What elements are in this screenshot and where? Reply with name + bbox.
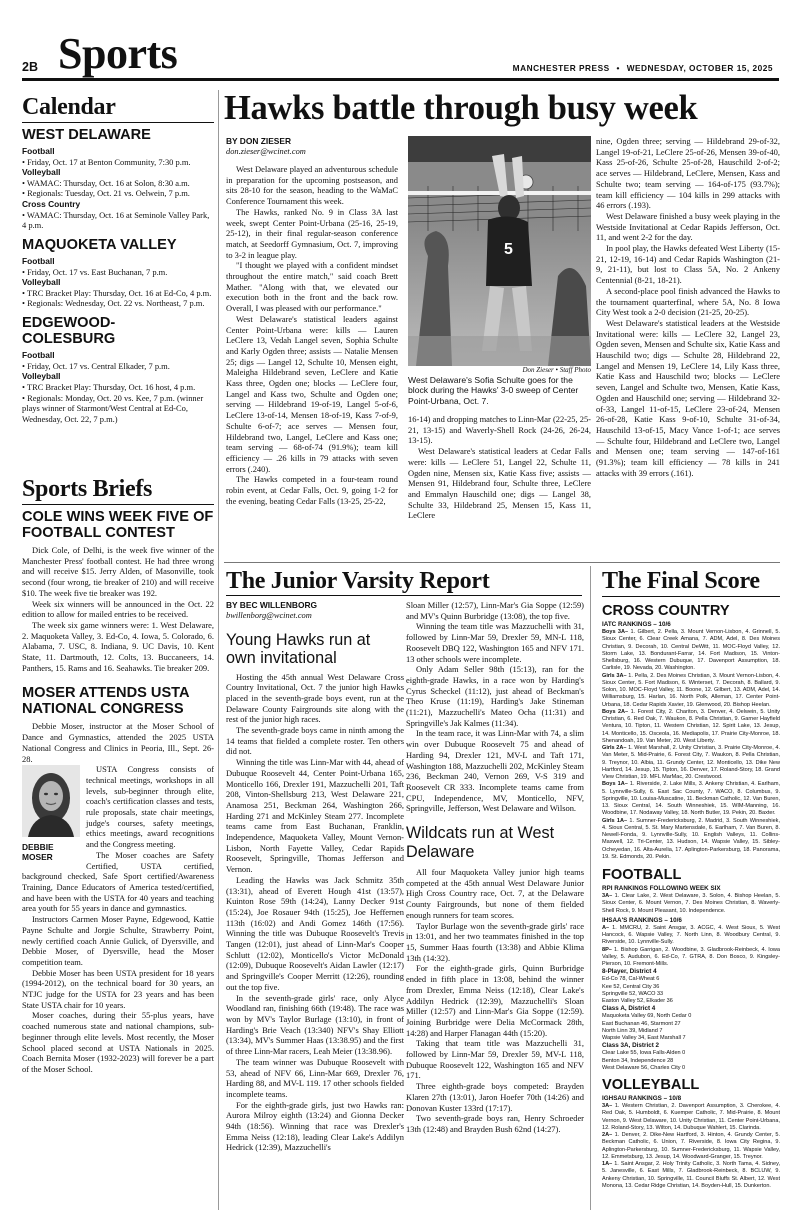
brief-paragraph: Dick Cole, of Delhi, is the week five winner of the Manchester Press' football contest. He had three wrong and will receive $15. Jerry Alden, of Masonville, took second (four wrong, tie breaker of 210) and will receive $10. The week five tie breaker was 192. — [22, 545, 214, 598]
jv-story — [226, 672, 404, 1154]
score-line: North Linn 39, Midland 7 — [602, 1027, 663, 1034]
debbie-moser-photo — [22, 765, 80, 837]
ranking-entry: 8P– 1. Bishop Garrigan, 2. Woodbine, 3. Gladbrook-Reinbeck, 4. Iowa Valley, 5. Audubon, 6. Ed-Co, 7. GTRA, 8. Don Bosco, 9. Kingsley-Pierson, 10. Fremont-Mills. — [602, 946, 780, 967]
score-line: Springville 52, WACO 33 — [602, 990, 664, 997]
paper-name: MANCHESTER PRESS — [512, 63, 610, 73]
sport-label: Cross Country — [22, 199, 81, 210]
story-paragraph: In pool play, the Hawks defeated West Liberty (15-21, 12-19, 16-14) and Cedar Rapids Washington (21-9, 21-11), but lost to Class 5A, No. 2 Ankeny Centennial (8-21, 18-21). — [596, 243, 780, 286]
team-schedule — [22, 350, 214, 425]
ranking-entry: 3A– 1. Clear Lake, 2. West Delaware, 3. Solon, 4. Bishop Heelan, 5. Sioux Center, 6. Mount Vernon, 7. Des Moines Christian, 8. Waverly-Shell Rock, 9. Mount Pleasant, 10. Independence. — [602, 893, 780, 914]
main-headline: Hawks battle through busy week — [224, 89, 698, 127]
story-paragraph: In the team race, it was Linn-Mar with 74, a slim win over Dubuque Roosevelt 75 and ahead of Harding 94, Drexler 121, MV-L and Taft 171, Washington 188, Mazzuchelli 202, McKinley Steam 236, Beckman 240, Vernon 269, V-S 319 and Roosevelt CR 333. Incomplete teams came from CPU, Independence, MV, Monticello, NFV, Springville, Jefferson, West Delaware and Wilson. — [406, 728, 584, 814]
story-paragraph: The team winner was Dubuque Roosevelt with 53, ahead of NFV 66, Linn-Mar 669, Drexler 76, Harding 88, and MV-L 119. 17 other schools fielded incomplete teams. — [226, 1056, 404, 1099]
schedule-item: • TRC Bracket Play: Thursday, Oct. 16 at Ed-Co, 4 p.m. — [22, 287, 212, 298]
brief-headline: MOSER ATTENDS USTA NATIONAL CONGRESS — [22, 685, 190, 718]
byline: BY DON ZIESER — [226, 136, 291, 146]
moser-photo-block — [22, 765, 80, 863]
brief-paragraph: Debbie Moser has been USTA president for 18 years (1994-2012), on the technical board for 30 years, an NTJC judge for the USTA for 23 years and has been State USTA chair for 10 years. — [22, 967, 214, 1010]
schedule-item: • Friday, Oct. 17 at Benton Community, 7:30 p.m. — [22, 156, 191, 167]
story-paragraph: Only Adam Seller 98th (15:13), ran for the eighth-grade Hawks, in a race won by Harding's Cyrus Scheckel (11:12), just ahead of Beckman's Theo Kruse (11:19), Harding's Jake Stineman (11:21), Mazzuchelli's Mateo Ocha (11:31) and Springville's Jak Kalmes (11:34). — [406, 664, 584, 728]
main-story-col3 — [596, 136, 780, 586]
sports-briefs-section — [22, 476, 214, 1206]
main-story-col2 — [408, 414, 591, 584]
ranking-entry: Boys 1A– 1. Riverside, 2. Lake Mills, 3. Ankeny Christian, 4. Earlham, 5. Lynnville-Sully, 6. East Sac County, 7. WACO, 8. Columbus, 9. Springville, 10. Louisa-Muscatine, 11. Beckman Catholic, 12. Van Buren, 13. Sioux Central, 14. South Winneshiek, 15. WIM-Manning, 16. Woodbine, 17. Nodaway Valley, 18. North Butler, 19. Pekin, 20. Baxter. — [602, 781, 780, 817]
sport-label: Football — [22, 146, 55, 156]
sport-label: Football — [22, 256, 55, 267]
jv-byline: BY BEC WILLENBORG — [226, 600, 318, 610]
briefs-rule — [22, 504, 214, 505]
fb-rankings — [602, 925, 780, 969]
score-line: Clear Lake 55, Iowa Falls-Alden 0 — [602, 1050, 686, 1057]
xc-rankings — [602, 629, 780, 861]
story-paragraph: A second-place pool finish advanced the Hawks to the tournament quarterfinal, where 5A, No. 8 Iowa City West took a 2-0 decision (21-25, 20-25). — [596, 285, 780, 318]
brief-paragraph: USTA Congress consists of technical meetings, workshops in all levels, sub-beginner through elite, coach's certification classes and tests, rule proposals, state chair meetings, judge's courses, safety meetings, ethics meetings, award recognitions and the Congress meeting. — [86, 764, 214, 850]
main-photo — [408, 136, 591, 366]
main-story-bottom-rule — [224, 562, 780, 563]
district-heading: 8-Player, District 4 — [602, 968, 657, 976]
ranking-entry: Girls 1A– 1. Sumner-Fredericksburg, 2. Madrid, 3. South Winneshiek, 4. Sioux Central, 5. St. Mary Martensdale, 6. Earlham, 7. Van Buren, 8. Newell-Fonda, 9. Lynnville-Sully, 10. English Valleys, 11. Collins-Maxwell, 12. Tri-Center, 13. Hudson, 14. Wapsie Valley, 15. Sibley-Ocheyedan, 16. Alta-Aurelia, 17. Aplington-Parkersburg, 18. Panorama, 19. St. Edmonds, 20. Pekin. — [602, 817, 780, 860]
story-paragraph: The Hawks competed in a four-team round robin event, at Cedar Falls, Oct. 9, going 1-2 for the evening, beating Cedar Falls (13-25, 25-22, — [226, 474, 398, 506]
ranking-entry: Boys 2A– 1. Forest City, 2. Chariton, 3. Denver, 4. Oelwein, 5. Unity Christian, 6. Red Oak, 7. Waukon, 8. Pella Christian, 9. Garner Hayfield Ventura, 10. Tipton, 11. Western Christian, 12. Spirit Lake, 13. Jesup, 14. Monticello, 15. Osceola, 16. Mediapolis, 17. Prairie City-Monroe, 18. Shenandoah, 19. Van Meter, 20. West Liberty. — [602, 708, 780, 744]
header-rule — [22, 78, 779, 81]
fb-rankings — [602, 893, 780, 915]
story-paragraph: nine, Ogden three; serving — Hildebrand 29-of-32, Langel 19-of-21, LeClere 25-of-26, Mensen 39-of-40, Kass 25-of-26, Schulte 25-of-28, Hauschild 2-of-2; ace serves — Hildebrand, LeClere, Mensen, Kass and Schulte two; team serving — 164-of-175 (93.7%); team kill efficiency — 104 kills in 299 attacks with 46 errors (.193). — [596, 136, 780, 211]
final-score-section — [602, 568, 780, 1208]
story-paragraph: In the seventh-grade girls' race, only Alyce Woodland ran, finishing 66th (19:48). The race was won by MV's Taylor Burlage (13:10), in front of Harding's Brie Veach (13:340) NFV's Shay Elliott (13:34), MV's Summer Haas (13:38.95) and the first of three Linn-Mar racers, Leah Meier (13:38.96). — [226, 992, 404, 1057]
section-title: Sports — [58, 30, 178, 78]
final-score-title: The Final Score — [602, 568, 760, 594]
story-paragraph: Taking that team title was Mazzuchelli 31, followed by Linn-Mar 59, Drexler 59, MV-L 118, Dubuque Roosevelt 122, Washington 165 and NFV 171. — [406, 1038, 584, 1081]
story-paragraph: The Hawks, ranked No. 9 in Class 3A last week, swept Center Point-Urbana (25-16, 25-19, 25-12), in their final regular-season conference match, at Seedorff Gymnasium, Oct. 7, improving to 3-2 in league play. — [226, 206, 398, 260]
schedule-item: • WAMAC: Thursday, Oct. 16 at Solon, 8:30 a.m. — [22, 177, 190, 188]
photo-credit: Don Zieser • Staff Photo — [522, 366, 591, 374]
page-number: 2B — [22, 60, 38, 74]
sport-heading: FOOTBALL — [602, 867, 682, 883]
story-paragraph: For the eighth-grade girls, just two Hawks ran: Aurora Milroy eighth (13:24) and Gionna Decker 94th (18:56). Winning that race was Drexler's Emma Neiss (12:18), leading Clear Lake's Addilyn Hedrick (12:39), Mazzuchelli's — [226, 1099, 404, 1153]
final-score-divider — [590, 566, 591, 1210]
rankings-subhead: IATC RANKINGS – 10/6 — [602, 621, 671, 628]
team-heading: MAQUOKETA VALLEY — [22, 237, 177, 254]
ranking-entry: Boys 3A– 1. Gilbert, 2. Pella, 3. Mount Vernon-Lisbon, 4. Grinnell, 5. Sioux Center, 6. Clear Creek Amana, 7. ADM, Adel, 8. Des Moines Christian, 9. Decorah, 10. Central DeWitt, 11. MOC-Floyd Valley, 12. Storm Lake, 13. Bondurant-Farrar, 14. Fort Madison, 15. Vinton-Shellsburg, 16. Western Dubuque, 17. Davenport Assumption, 18. Carlisle, 19. Nevada, 20. Washington. — [602, 629, 780, 672]
ranking-entry: 3A– 1. Western Christian, 2. Davenport Assumption, 3. Cherokee, 4. Red Oak, 5. Humboldt, 6. Kuemper Catholic, 7. Mid-Prairie, 8. Mount Vernon, 9. West Delaware, 10. Unity Christian, 11. Center Point-Urbana, 12. Roland-Story, 13. Wilton, 14. Dubuque Wahlert, 15. Clarinda. — [602, 1103, 780, 1131]
ranking-entry: Girls 3A– 1. Pella, 2. Des Moines Christian, 3. Mount Vernon-Lisbon, 4. Sioux Center, 5. Fort Madison, 6. Winterset, 7. Decorah, 8. Ballard, 9. Solon, 10. MOC-Floyd Valley, 11. Boone, 12. Gilbert, 13. ADM, Adel, 14. Williamsburg, 15. Harlan, 16. North Polk, Alleman, 17. Center Point-Urbana, 18. Cedar Rapids Xavier, 19. Glenwood, 20. Bishop Heelan. — [602, 672, 780, 708]
main-story-col1 — [226, 164, 398, 584]
district-heading: Class 3A, District 2 — [602, 1042, 660, 1050]
fb-scores — [602, 968, 780, 1072]
story-paragraph: Leading the Hawks was Jack Schmitz 35th (13:31), ahead of Everett Hough 41st (13:57), Kuinton Rose 59th (14:24), Lanny Decker 91st (15:24), Joe Rosauer 94th (15:25), Joe Heffernen 113th (16:02) and Andi Gomez 146th (17:56). Winning the title was Dubuque Roosevelt's Trevis Tangen (12:01), just ahead of Linn-Mar's Cooper Schlutt (12:02), Monticello's Victor McDonald (12:09), Dubuque Roosevelt's Aidan Lawler (12:17) and Springville's Cooper Merritt (12:26), rounding out the top five. — [226, 874, 404, 992]
vb-rankings — [602, 1103, 780, 1190]
score-line: West Delaware 56, Charles City 0 — [602, 1064, 686, 1071]
jv-col1 — [226, 600, 404, 1206]
jv-story — [406, 600, 584, 814]
brief-paragraph: Instructors Carmen Moser Payne, Edgewood, Kattie Payne Schulte and Jorgie Schulte, Strawberry Point, newly certified coach Annie Gulick, of Dyersville, and Debbie Moser, of Dyersville, head the Moser competition team. — [22, 914, 214, 967]
schedule-item: • TRC Bracket Play: Thursday, Oct. 16 host, 4 p.m. — [22, 381, 196, 392]
story-paragraph: West Delaware's statistical leaders at Cedar Falls were: kills — LeClere 51, Langel 22, Schulte 11, Ogden nine, Mensen six, Katie Kass five; assists — Mensen 91, Hildebrand four, Schulte three, LeClere and Emmalyn Hauschild one; digs — Langel 38, Schulte 33, Hildebrand 25, Mensen 15, Kass 11, LeClere — [408, 446, 591, 521]
story-paragraph: West Delaware finished a busy week playing in the Westside Invitational at Cedar Rapids Jefferson, Oct. 11, and went 2-2 for the day. — [596, 210, 780, 243]
jv-rule — [226, 595, 582, 596]
team-heading: EDGEWOOD-COLESBURG — [22, 315, 116, 348]
volleyball-block-photo — [408, 136, 591, 366]
brief-body — [22, 545, 214, 673]
schedule-item: • Regionals: Tuesday, Oct. 21 vs. Oelwein, 7 p.m. — [22, 188, 190, 199]
score-line: Maquoketa Valley 69, North Cedar 0 — [602, 1013, 692, 1020]
score-line: East Buchanan 46, Starmont 27 — [602, 1020, 681, 1027]
ranking-entry: Girls 2A– 1. West Marshall, 2. Unity Christian, 3. Prairie City-Monroe, 4. Van Meter, 5. Mid-Prairie, 6. Forest City, 7. Waukon, 8. Pella Christian, 9. Treynor, 10. Albia, 11. Grundy Center, 12. Monticello, 13. Dike New Hartford, 14. Jesup, 15. Tipton, 16. Denver, 17. Roland-Story, 18. Grand View Christian, 19. MFL MarMac, 20. Crestwood. — [602, 745, 780, 780]
photo-caption: DEBBIE MOSER — [22, 841, 54, 863]
byline-email: don.zieser@wcinet.com — [226, 146, 306, 156]
story-paragraph: West Delaware's statistical leaders at the Westside Invitational were: kills — LeClere 32, Langel 23, Ogden seven, Mensen and Schulte six, Katie Kass and Hauschild two; digs — Schulte 28, Hildebrand 22, Langel and Mensen 19, LeClere 14, Lily Kass three, Katie Kass and Hauschild two; blocks — LeClere seven, Langel and Schulte two, Mensen, Katie Kass, Ogden and Hauschild one; serving — Hildebrand 32-of-33, Langel 11-of-15, LeClere 23-of-24, Mensen 26-of-28, Katie Kass 9-of-10, Schulte 31-of-34, Hauschild 13-of-15, Macy Vance 1-of-1; ace serves — Schulte four, Hildebrand and LeClere two, Langel and Mensen one; team serving — 147-of-161 (91.3%); team kill efficiency — 78 kills in 241 attacks with 39 errors (.161). — [596, 317, 780, 478]
rankings-subhead: IGHSAU RANKINGS – 10/8 — [602, 1095, 682, 1102]
jv-subhead: Young Hawks run at own invitational — [226, 630, 371, 667]
sport-label: Volleyball — [22, 371, 61, 382]
final-score-rule — [602, 596, 780, 597]
rankings-subhead: IHSAA'S RANKINGS – 10/6 — [602, 916, 682, 924]
team-heading: WEST DELAWARE — [22, 127, 151, 143]
story-paragraph: Two seventh-grade boys ran, Henry Schroeder 13th (12:48) and Brayden Bush 62nd (14:27). — [406, 1113, 584, 1134]
brief-paragraph: The Moser coaches are Safety Certified, USTA certified, background checked, Safe Sport certified/Awareness Training, Dance Educators of America tested/certified, and have been with the USTA for 40 years and teaching area youth for 55 years in dance and gymnastics. — [22, 849, 214, 914]
brief-paragraph: Moser coaches, during their 55-plus years, have coached numerous state and national champions, sub-beginner through elite levels. Most recently, the Moser School placed second at USTA Nationals in 2025. Coach Bernita Moser (1932-2023) will forever be a part of the Moser School. — [22, 1010, 214, 1074]
svg-text:5: 5 — [504, 241, 513, 258]
ranking-entry: 2A– 1. Denver, 2. Dike-New Hartford, 3. Hinton, 4. Grundy Center, 5. Beckman Catholic, 6. Union, 7. Riverside, 8. Iowa City Regina, 9. Aplington-Parkersburg, 10. Sumner-Fredericksburg, 11. Wapsie Valley, 12. Emmetsburg, 13. Jesup, 14. Woodward-Granger, 15. Treynor. — [602, 1132, 780, 1160]
jv-title: The Junior Varsity Report — [226, 568, 490, 594]
story-paragraph: West Delaware played an adventurous schedule in preparation for the upcoming postseason, and sits 28-10 for the season, heading to the WaMaC Conference Tournament this week. — [226, 164, 398, 207]
team-schedule — [22, 256, 214, 309]
score-line: Kee 52, Central City 36 — [602, 983, 660, 990]
district-heading: Class A, District 4 — [602, 1005, 656, 1013]
story-paragraph: West Delaware's statistical leaders against Center Point-Urbana were: kills — Lauren LeClere 13, Vedah Langel seven, Sophia Schulte and Karly Ogden three; assists — Natalie Mensen 25; digs — Langel 12, Schulte 10, Mensen eight, Maleigha Hildebrand seven, LeClere and Katie Kass three, Ogden one; blocks — LeClere four, Langel and Kass two, Schulte and Ogden one; serving — Hildebrand 19-of-19, Langel 5-of-6, LeClere 13-of-14, Mensen 18-of-19, Kass 7-of-9, Schulte 6-of-7; ace serves — Mensen four, Hildebrand two, Langel, LeClere and Kass one; team serving — 68-of-74 (91.9%); team kill efficiency — .26 kills in 79 attacks with seven errors (.240). — [226, 313, 398, 474]
sport-heading: CROSS COUNTRY — [602, 603, 730, 619]
main-photo-caption: West Delaware's Sofia Schulte goes for the block during the Hawks' 3-0 sweep of Center Point-Urbana, Oct. 7. — [408, 375, 579, 406]
calendar-title: Calendar — [22, 94, 116, 120]
brief-headline: COLE WINS WEEK FIVE OF FOOTBALL CONTEST — [22, 509, 214, 541]
calendar-section — [22, 94, 214, 474]
score-line: Easton Valley 52, Elkader 36 — [602, 998, 673, 1004]
jv-byline-email: bwillenborg@wcinet.com — [226, 610, 312, 620]
story-paragraph: Hosting the 45th annual West Delaware Cross Country Invitational, Oct. 7 the junior high Hawks placed in the seventh-grade boys event, run at the Delaware County Fairgrounds site along with the rest of the junior high races. — [226, 671, 404, 725]
brief-paragraph: The week six game winners were: 1. West Delaware, 2. Maquoketa Valley, 3. Ed-Co, 4. Iowa, 5. Colorado, 6. Alabama, 7. USC, 8. Indiana, 9. UC Davis, 10. Kent State, 11. Dartmouth, 12. Colts, 13. Buccaneers, 14. Panthers, 15. Rams and 16. Seahawks. Tie breaker 209. — [22, 619, 214, 673]
story-paragraph: Winning the team title was Mazzuchelli with 31, followed by Linn-Mar 59, Drexler 59, MN-L 118, Roosevelt DBQ 122, Washington 165 and NFV 171. 13 other schools were incomplete. — [406, 621, 584, 664]
schedule-item: • Regionals: Wednesday, Oct. 22 vs. Northeast, 7 p.m. — [22, 298, 205, 309]
story-paragraph: For the eighth-grade girls, Quinn Burbridge ended in fifth place in 13:08, behind the winner from Drexler, Emma Neiss (12:18), Clear Lake's Addilyn Hedrick (12:39), Mazzuchelli's Sloan Miller (12:57) and Linn-Mar's Gia Soppe (12:59). Joining Burbridge were Delia McCormack 28th, 14:28) and Harper Flanagan 44th (15:20). — [406, 963, 584, 1038]
score-line: Benton 34, Independence 28 — [602, 1057, 674, 1064]
ranking-entry: 1A– 1. Saint Ansgar, 2. Holy Trinity Catholic, 3. North Tama, 4. Sidney, 5. Janesville, 6. East Mills, 7. Gladbrook-Reinbeck, 8. BCLUW, 9. Ankeny Christian, 10. Springville, 11. Council Bluffs St. Albert, 12. West Monona, 13. Cedar Ridge Christian, 14. Boyden-Hull, 15. Dunkerton. — [602, 1161, 780, 1189]
story-paragraph: The seventh-grade boys came in ninth among the 14 teams that fielded a complete roster. Ten others did not. — [226, 725, 404, 757]
jv-subhead: Wildcats run at West Delaware — [406, 824, 555, 861]
rankings-subhead: RPI RANKINGS FOLLOWING WEEK SIX — [602, 885, 721, 892]
story-paragraph: Taylor Burlage won the seventh-grade girls' race in 13:01, and her two teammates finished in the top 15, Summer Haas fourth (13:38) and Abbie Klima 13th (14:32). — [406, 920, 584, 963]
jv-col2 — [406, 600, 584, 1206]
briefs-title: Sports Briefs — [22, 476, 153, 502]
story-paragraph: Three eighth-grade boys competed: Brayden Klaren 27th (13:01), Jaron Hoefer 70th (14:26) and Donovan Kuster 133rd (17:17). — [406, 1081, 584, 1113]
brief-paragraph: Week six winners will be announced in the Oct. 22 edition to allow for mailed entries to be received. — [22, 598, 214, 620]
schedule-item: • Regionals: Monday, Oct. 20 vs. Kee, 7 p.m. (winner plays winner of Starmont/West Central at Ed-Co, Wednesday, Oct. 22, 7 p.m.) — [22, 392, 204, 424]
story-paragraph: "I thought we played with a confident mindset throughout the entire match," said coach Brett Mather. "Along with that, we elevated our execution both in the front and the back row. Overall, I was pleased with our performance." — [226, 260, 398, 314]
ranking-entry: A– 1. MMCRU, 2. Saint Ansgar, 3. ACGC, 4. West Sioux, 5. West Hancock, 6. Wapsie Valley, 7. North Linn, 8. Woodbury Central, 9. Riverside, 10. Lynnville-Sully. — [602, 924, 780, 946]
page-header — [22, 30, 779, 78]
story-paragraph: Winning the title was Linn-Mar with 44, ahead of Dubuque Roosevelt 44, Center Point-Urbana 165, Monticello 166, Drexler 191, Mazzuchelli 201, Taft 208, Vinton-Shellsburg 213, West Delaware 221, Anamosa 251, Beckman 264, Washington 266, Harding 271 and McKinley Steam 277. Incomplete teams came from East Buchanan, Franklin, Independence, Maquoketa Valley, Mount Vernon-Lisbon, North Fayette Valley, Cedar Rapids Roosevelt, Springville, Thomas Jefferson and Vernon. — [226, 757, 404, 875]
main-byline-block — [226, 136, 398, 157]
left-column-divider — [218, 90, 219, 1210]
jv-story — [406, 867, 584, 1135]
calendar-rule — [22, 122, 214, 123]
schedule-item: • Friday, Oct. 17 vs. East Buchanan, 7 p.m. — [22, 266, 168, 277]
story-paragraph: Sloan Miller (12:57), Linn-Mar's Gia Soppe (12:59) and MV's Quinn Burbridge (13:08), the top five. — [406, 600, 584, 621]
brief-body — [22, 721, 214, 1074]
dateline-separator: • — [616, 63, 620, 73]
sport-heading: VOLLEYBALL — [602, 1077, 700, 1093]
sport-label: Volleyball — [22, 277, 61, 288]
sport-label: Volleyball — [22, 167, 61, 178]
team-schedule — [22, 146, 214, 231]
sport-label: Football — [22, 350, 55, 361]
story-paragraph: 16-14) and dropping matches to Linn-Mar (22-25, 25-21, 13-15) and Waverly-Shell Rock (24-26, 26-24, 13-15). — [408, 414, 591, 446]
story-paragraph: All four Maquoketa Valley junior high teams competed at the 45th annual West Delaware Junior High Cross Country race, Oct. 7, at the Delaware County Fairgrounds, but none of them fielded enough runners for team scores. — [406, 867, 584, 920]
score-line: Wapsie Valley 34, East Marshall 7 — [602, 1035, 686, 1041]
schedule-item: • Friday, Oct. 17 vs. Central Elkader, 7 p.m. — [22, 360, 170, 371]
schedule-item: • WAMAC: Thursday, Oct. 16 at Seminole Valley Park, 4 p.m. — [22, 209, 210, 231]
score-line: Ed-Co 78, Cal-Wheat 6 — [602, 976, 660, 983]
brief-paragraph: Debbie Moser, instructor at the Moser School of Dance and Gymnastics, attended the 2025 USTA National Congress and Clinics in Peoria, Ill., Sept. 26-28. — [22, 721, 214, 764]
paper-dateline — [513, 63, 773, 73]
issue-date: WEDNESDAY, OCTOBER 15, 2025 — [626, 63, 773, 73]
